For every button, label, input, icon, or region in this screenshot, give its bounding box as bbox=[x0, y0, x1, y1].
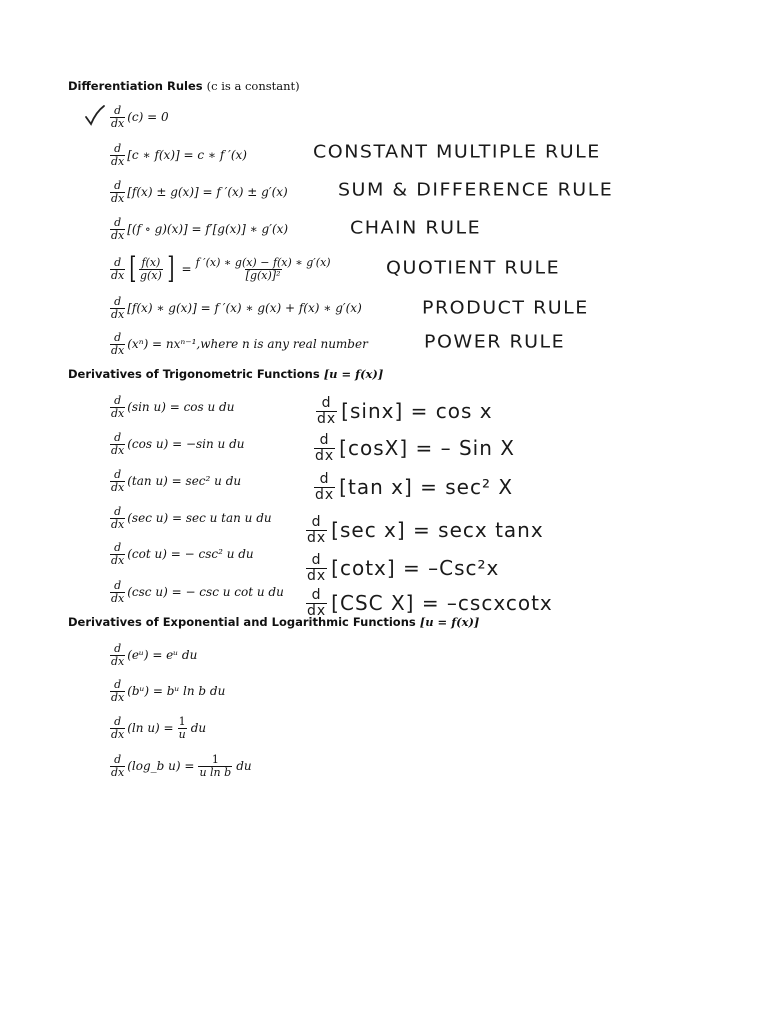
rule-expression: (sin u) = cos u du bbox=[127, 400, 235, 414]
checkmark-icon bbox=[84, 104, 106, 126]
handwritten-trig-cos: $\frac{d}{dx}$ [cosX] = – Sin X bbox=[315, 432, 515, 464]
derivative-operator: $\frac{d}{dx}$ bbox=[111, 752, 125, 779]
heading-explog-title: Derivatives of Exponential and Logarithmic Functions bbox=[68, 615, 416, 629]
rule-expression-right: du bbox=[236, 759, 252, 773]
trig-rule-tan bbox=[110, 464, 241, 498]
rule-expression: [f(x) ∗ g(x)] = f ′(x) ∗ g(x) + f(x) ∗ g′(x) bbox=[127, 301, 362, 315]
handwritten-label-product: PRODUCT RULE bbox=[422, 297, 589, 319]
rule-expression: (sec u) = sec u tan u du bbox=[127, 511, 272, 525]
rule-expression-right: du bbox=[190, 721, 207, 735]
rule-fraction: $\frac{1}{u}$ bbox=[178, 714, 186, 741]
rule-expression: (xⁿ) = nxⁿ⁻¹,where n is any real number bbox=[127, 337, 368, 351]
derivative-operator: $\frac{d}{dx}$ bbox=[111, 330, 125, 357]
rule-constant bbox=[110, 100, 169, 134]
derivative-operator: $\frac{d}{dx}$ bbox=[111, 578, 125, 605]
derivative-operator: $\frac{d}{dx}$ bbox=[111, 255, 125, 282]
heading-explog-bracket: [u = f(x)] bbox=[419, 615, 480, 629]
rule-expression: [c ∗ f(x)] = c ∗ f ′(x) bbox=[127, 148, 247, 162]
derivative-operator: $\frac{d}{dx}$ bbox=[111, 641, 125, 668]
rule-expression-left: (ln u) = bbox=[127, 721, 174, 735]
heading-differentiation-title: Differentiation Rules bbox=[68, 79, 203, 93]
derivative-operator: $\frac{d}{dx}$ bbox=[111, 141, 125, 168]
explog-rule-log-base bbox=[110, 748, 252, 784]
trig-rule-sin bbox=[110, 390, 234, 424]
rule-expression: (eᵘ) = eᵘ du bbox=[127, 648, 198, 662]
handwritten-label-quotient: QUOTIENT RULE bbox=[386, 257, 561, 279]
derivative-operator: $\frac{d}{dx}$ bbox=[111, 178, 125, 205]
explog-rule-power-base bbox=[110, 674, 225, 708]
heading-differentiation-note: (c is a constant) bbox=[206, 79, 300, 93]
rule-sum-difference bbox=[110, 175, 288, 209]
derivative-operator: $\frac{d}{dx}$ bbox=[111, 215, 125, 242]
rule-expression-left: (log_b u) = bbox=[127, 759, 195, 773]
explog-rule-ln bbox=[110, 710, 206, 746]
quotient-bracket: [ $\frac{f(x)}{g(x)}$ ] bbox=[129, 251, 175, 286]
handwritten-label-power: POWER RULE bbox=[424, 331, 566, 353]
rule-chain bbox=[110, 212, 288, 246]
handwritten-label-chain: CHAIN RULE bbox=[350, 217, 482, 239]
rule-expression: [f(x) ± g(x)] = f ′(x) ± g′(x) bbox=[127, 185, 288, 199]
rule-expression: (tan u) = sec² u du bbox=[127, 474, 242, 488]
handwritten-trig-sin: $\frac{d}{dx}$ [sinx] = cos x bbox=[317, 395, 493, 427]
handwritten-trig-csc: $\frac{d}{dx}$ [CSC X] = –cscxcotx bbox=[307, 587, 553, 619]
rule-expression: (bᵘ) = bᵘ ln b du bbox=[127, 684, 226, 698]
rule-fraction: $\frac{1}{\text{u ln b}}$ bbox=[199, 752, 232, 779]
rule-quotient: $\frac{d}{dx}$ [ $\frac{f(x)}{g(x)}$ ] = $\frac{f '(x) ∗ g(x) - f(x) ∗ g'(x)}{\text{[g(x)]²}}$ bbox=[111, 251, 331, 286]
rule-expression: [(f ∘ g)(x)] = f′[g(x)] ∗ g′(x) bbox=[127, 222, 289, 236]
rule-constant-multiple bbox=[110, 138, 247, 172]
heading-exp-log-derivatives bbox=[68, 615, 479, 629]
derivative-operator: $\frac{d}{dx}$ bbox=[111, 103, 125, 130]
heading-trig-title: Derivatives of Trigonometric Functions bbox=[68, 367, 320, 381]
derivative-operator: $\frac{d}{dx}$ bbox=[111, 677, 125, 704]
trig-rule-csc bbox=[110, 575, 284, 609]
derivative-operator: $\frac{d}{dx}$ bbox=[111, 467, 125, 494]
heading-trig-bracket: [u = f(x)] bbox=[323, 367, 384, 381]
trig-rule-cos bbox=[110, 427, 245, 461]
rule-expression: (cos u) = −sin u du bbox=[127, 437, 245, 451]
explog-rule-exp bbox=[110, 638, 197, 672]
quotient-rhs: $\frac{f '(x) ∗ g(x) - f(x) ∗ g'(x)}{\text{[g(x)]²}}$ bbox=[195, 255, 331, 282]
rule-expression: (cot u) = − csc² u du bbox=[127, 547, 254, 561]
handwritten-trig-tan: $\frac{d}{dx}$ [tan x] = sec² X bbox=[315, 471, 514, 503]
derivative-operator: $\frac{d}{dx}$ bbox=[111, 504, 125, 531]
derivative-operator: $\frac{d}{dx}$ bbox=[111, 393, 125, 420]
handwritten-trig-cot: $\frac{d}{dx}$ [cotx] = –Csc²x bbox=[307, 552, 500, 584]
handwritten-trig-sec: $\frac{d}{dx}$ [sec x] = secx tanx bbox=[307, 514, 544, 546]
heading-differentiation-rules bbox=[68, 79, 300, 93]
rule-expression: (csc u) = − csc u cot u du bbox=[127, 585, 284, 599]
rule-product bbox=[110, 291, 362, 325]
trig-rule-sec bbox=[110, 501, 272, 535]
heading-trig-derivatives bbox=[68, 367, 383, 381]
rule-power bbox=[110, 327, 368, 361]
derivative-operator: $\frac{d}{dx}$ bbox=[111, 430, 125, 457]
handwritten-label-sum-difference: SUM & DIFFERENCE RULE bbox=[338, 179, 614, 201]
handwritten-label-constant-multiple: CONSTANT MULTIPLE RULE bbox=[313, 141, 601, 163]
rule-expression: (c) = 0 bbox=[127, 110, 169, 124]
derivative-operator: $\frac{d}{dx}$ bbox=[111, 714, 125, 741]
derivative-operator: $\frac{d}{dx}$ bbox=[111, 294, 125, 321]
trig-rule-cot bbox=[110, 537, 254, 571]
derivative-operator: $\frac{d}{dx}$ bbox=[111, 540, 125, 567]
